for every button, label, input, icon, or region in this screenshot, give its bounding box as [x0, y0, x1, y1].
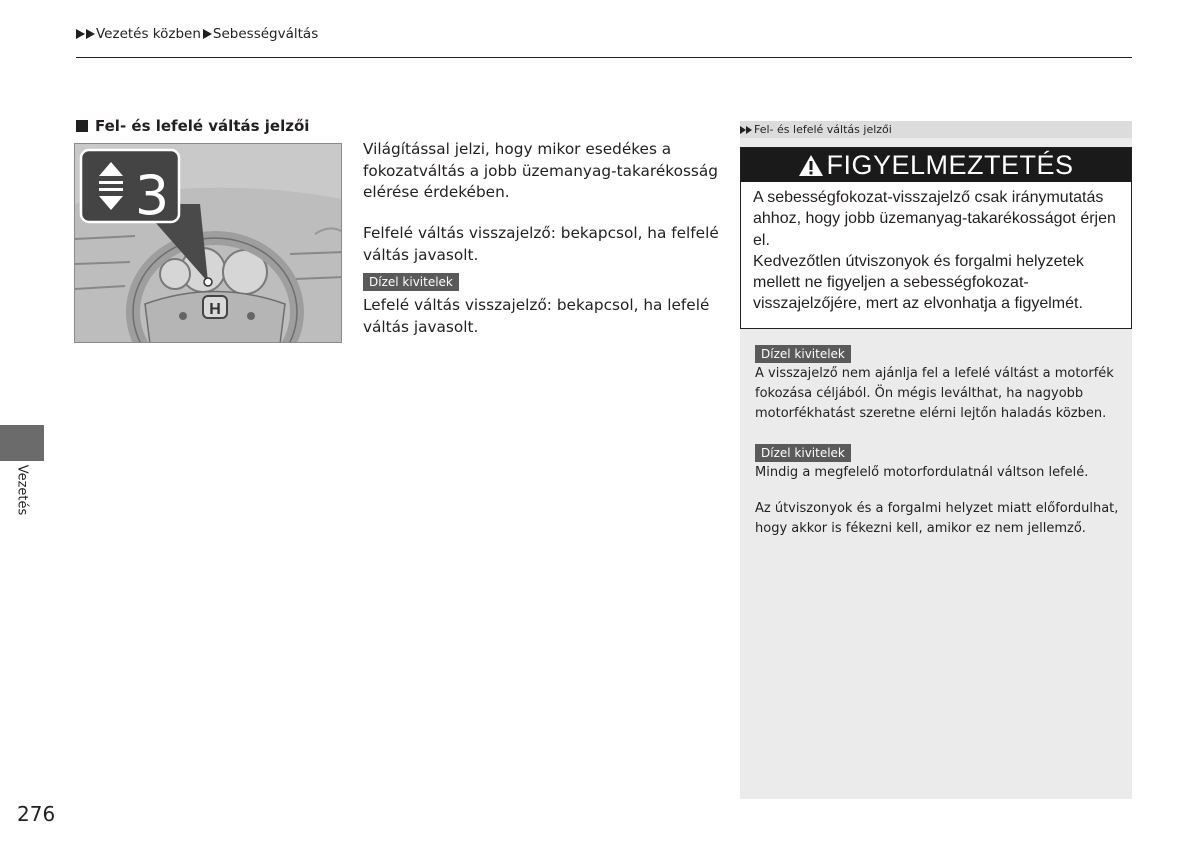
- chapter-tab-label: Vezetés: [14, 464, 30, 516]
- warning-heading: FIGYELMEZTETÉS: [826, 149, 1074, 180]
- warning-paragraph: A sebességfokozat-visszajelző csak iránymutatás ahhoz, hogy jobb üzemanyag-takarékosságot érjen el.: [753, 189, 1116, 249]
- chapter-tab[interactable]: [0, 425, 44, 461]
- diesel-tag: Dízel kivitelek: [363, 273, 459, 291]
- section-heading-text: Fel- és lefelé váltás jelzői: [95, 117, 310, 135]
- warning-body: [741, 182, 1131, 315]
- warning-box: [740, 147, 1132, 329]
- header-divider: [76, 57, 1132, 58]
- breadcrumb: [76, 26, 318, 42]
- breadcrumb-item[interactable]: Sebességváltás: [212, 26, 319, 42]
- note-paragraph: Mindig a megfelelő motorfordulatnál váltson lefelé.: [755, 465, 1089, 480]
- gear-digit: 3: [134, 164, 170, 227]
- note-paragraph: Az útviszonyok és a forgalmi helyzet miatt előfordulhat, hogy akkor is fékezni kell, amikor ez nem jellemző.: [755, 501, 1119, 536]
- breadcrumb-item[interactable]: Vezetés közben: [96, 26, 201, 42]
- upshift-paragraph: Felfelé váltás visszajelző: bekapcsol, ha felfelé váltás javasolt.: [363, 224, 719, 264]
- steering-wheel-illustration: [74, 143, 342, 343]
- breadcrumb-arrow-icon: [86, 29, 95, 39]
- sidebar-title-text: Fel- és lefelé váltás jelzői: [754, 123, 892, 136]
- diesel-tag: Dízel kivitelek: [755, 444, 851, 462]
- breadcrumb-arrow-icon: [76, 29, 85, 39]
- page-number: 276: [17, 802, 56, 826]
- square-bullet-icon: [76, 120, 88, 132]
- downshift-paragraph: Lefelé váltás visszajelző: bekapcsol, ha lefelé váltás javasolt.: [363, 296, 710, 336]
- diesel-tag: Dízel kivitelek: [755, 345, 851, 363]
- section-heading: [76, 117, 309, 135]
- warning-header: [741, 148, 1131, 182]
- sidebar-arrow-icon: [746, 126, 752, 134]
- svg-text:H: H: [209, 301, 221, 318]
- intro-paragraph: Világítással jelzi, hogy mikor esedékes a fokozatváltás a jobb üzemanyag-takarékosság elérése érdekében.: [363, 140, 718, 201]
- sidebar-title: [740, 121, 1132, 138]
- warning-triangle-icon: [798, 154, 824, 177]
- sidebar-notes: [740, 121, 1132, 799]
- warning-paragraph: Kedvezőtlen útviszonyok és forgalmi helyzetek mellett ne figyeljen a sebességfokozat-visszajelzőjére, mert az elvonhatja a figyelmét.: [753, 252, 1084, 313]
- breadcrumb-arrow-icon: [203, 29, 212, 39]
- note-paragraph: A visszajelző nem ajánlja fel a lefelé váltást a motorfék fokozása céljából. Ön mégis leválthat, ha nagyobb motorfékhatást szeretne elérni lejtőn haladás közben.: [755, 366, 1114, 421]
